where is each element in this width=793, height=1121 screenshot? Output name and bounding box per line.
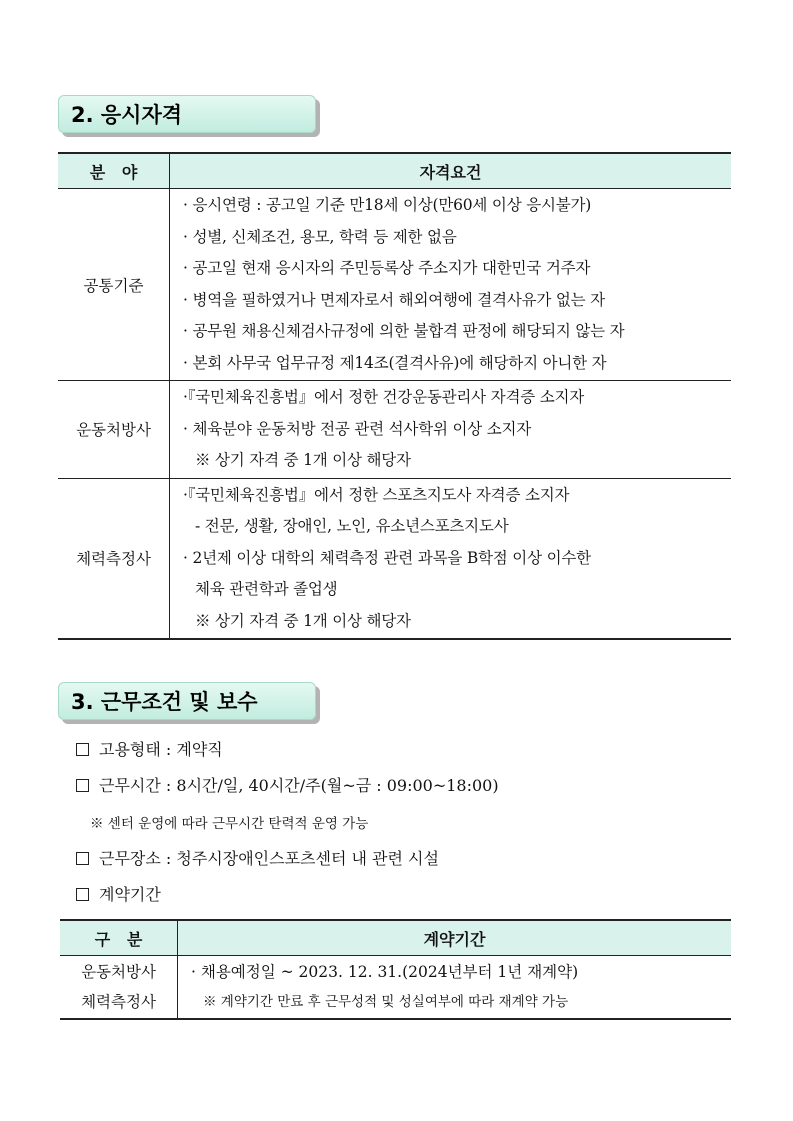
column-header-category: 구 분 <box>60 920 178 956</box>
work-hours-note: ※ 센터 운영에 따라 근무시간 탄력적 운영 가능 <box>90 816 369 832</box>
requirement-note: ※ 상기 자격 중 1개 이상 해당자 <box>195 611 411 630</box>
row-field-exercise-prescriber: 운동처방사 <box>58 381 170 479</box>
table-row <box>58 189 731 381</box>
row-fields <box>60 956 178 1020</box>
requirement-subline: - 전문, 생활, 장애인, 노인, 유소년스포츠지도사 <box>195 517 509 535</box>
requirement-subline: 체육 관련학과 졸업생 <box>195 580 338 598</box>
condition-item <box>76 737 223 760</box>
column-header-field: 분 야 <box>58 153 170 189</box>
column-header-requirements: 자격요건 <box>170 153 732 189</box>
row-requirements-exercise-prescriber <box>170 381 732 479</box>
requirement-line: · 공고일 현재 응시자의 주민등록상 주소지가 대한민국 거주자 <box>183 259 591 277</box>
condition-item <box>76 773 499 796</box>
requirement-line: · 응시연령 : 공고일 기준 만18세 이상(만60세 이상 응시불가) <box>183 196 592 214</box>
row-field-fitness-tester: 체력측정사 <box>58 478 170 639</box>
table-row <box>58 478 731 639</box>
row-requirements-fitness-tester <box>170 478 732 639</box>
contract-line: · 채용예정일 ~ 2023. 12. 31.(2024년부터 1년 재계약) <box>191 963 579 981</box>
condition-text: 계약기간 <box>99 885 161 904</box>
section-3-heading: 3. 근무조건 및 보수 <box>58 682 316 720</box>
row-requirements-common <box>170 189 732 381</box>
column-header-contract-period: 계약기간 <box>178 920 732 956</box>
field-fitness-tester: 체력측정사 <box>81 993 156 1011</box>
table-header-row <box>58 153 731 189</box>
condition-text: 근무장소 : 청주시장애인스포츠센터 내 관련 시설 <box>99 849 439 868</box>
condition-item <box>76 846 439 869</box>
field-exercise-prescriber: 운동처방사 <box>81 963 156 981</box>
checkbox-icon <box>76 779 89 792</box>
requirement-line: · 체육분야 운동처방 전공 관련 석사학위 이상 소지자 <box>183 419 532 438</box>
requirement-line: · 공무원 채용신체검사규정에 의한 불합격 판정에 해당되지 않는 자 <box>183 322 625 340</box>
requirement-line: · 병역을 필하였거나 면제자로서 해외여행에 결격사유가 없는 자 <box>183 290 605 309</box>
checkbox-icon <box>76 852 89 865</box>
section-2-heading: 2. 응시자격 <box>58 95 316 133</box>
condition-text: 근무시간 : 8시간/일, 40시간/주(월~금 : 09:00~18:00) <box>99 776 499 795</box>
row-contract-details <box>178 956 732 1020</box>
contract-note: ※ 계약기간 만료 후 근무성적 및 성실여부에 따라 재계약 가능 <box>203 994 569 1010</box>
requirement-line: · 2년제 이상 대학의 체력측정 관련 과목을 B학점 이상 이수한 <box>183 548 591 567</box>
requirement-note: ※ 상기 자격 중 1개 이상 해당자 <box>195 451 411 469</box>
table-row <box>58 381 731 479</box>
checkbox-icon <box>76 888 89 901</box>
requirement-line: · 성별, 신체조건, 용모, 학력 등 제한 없음 <box>183 227 457 246</box>
row-field-common: 공통기준 <box>58 189 170 381</box>
qualification-table <box>58 152 731 640</box>
condition-item <box>76 882 161 905</box>
contract-period-table <box>60 919 731 1020</box>
table-header-row <box>60 920 731 956</box>
requirement-line: · 본회 사무국 업무규정 제14조(결격사유)에 해당하지 아니한 자 <box>183 353 607 372</box>
table-row <box>60 956 731 1020</box>
requirement-line: ·『국민체육진흥법』에서 정한 건강운동관리사 자격증 소지자 <box>183 388 585 406</box>
requirement-line: ·『국민체육진흥법』에서 정한 스포츠지도사 자격증 소지자 <box>183 485 570 504</box>
condition-text: 고용형태 : 계약직 <box>99 740 223 759</box>
checkbox-icon <box>76 743 89 756</box>
